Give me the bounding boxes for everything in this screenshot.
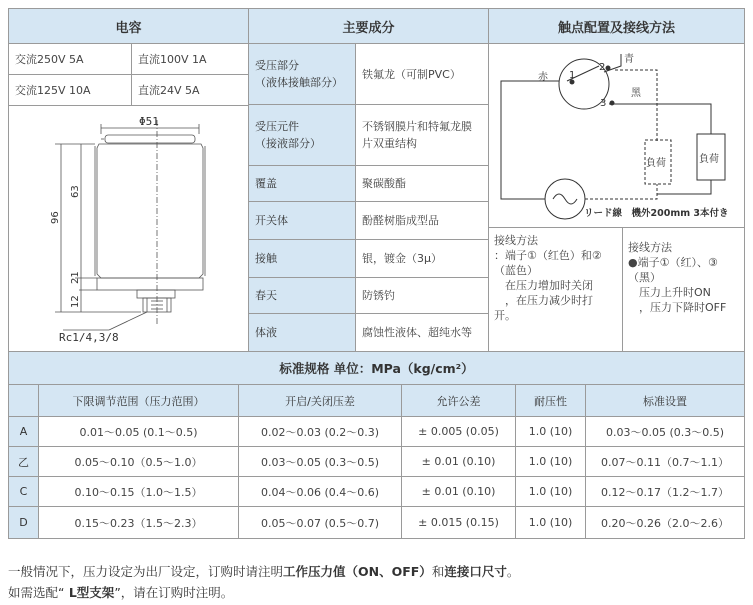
- spec-cell: 0.10～0.15（1.0～1.5）: [38, 476, 239, 507]
- component-label: 春天: [248, 277, 356, 314]
- spec-title: 标准规格 单位：MPa（kg/cm²）: [8, 351, 745, 385]
- spec-cell: ± 0.005 (0.05): [401, 416, 516, 447]
- height-21-label: 21: [70, 271, 81, 284]
- dimension-drawing-panel: [8, 105, 249, 352]
- spec-cell: 1.0 (10): [515, 506, 586, 539]
- spec-column-header: 下限调节范围（压力范围）: [38, 384, 239, 417]
- component-value: 防锈钓: [355, 277, 489, 314]
- spec-cell: 0.04～0.06 (0.4～0.6): [238, 476, 402, 507]
- wiring-note-right: 接线方法 ●端子①（红）、③ （黑） 压力上升时ON ，压力下降时OFF: [622, 227, 745, 352]
- spec-cell: 1.0 (10): [515, 446, 586, 477]
- component-value: 酚醛树脂成型品: [355, 201, 489, 240]
- capacitance-cell: 直流100V 1A: [131, 43, 249, 75]
- component-value: 铁氟龙（可制PVC）: [355, 43, 489, 105]
- height-12-label: 12: [70, 295, 81, 308]
- terminal-2-label: 2: [599, 62, 606, 73]
- spec-cell: 0.20～0.26（2.0～2.6）: [585, 506, 745, 539]
- dimension-drawing: [9, 106, 248, 351]
- height-63-label: 63: [70, 185, 81, 198]
- spec-cell: ± 0.01 (0.10): [401, 476, 516, 507]
- spec-column-header: 标准设置: [585, 384, 745, 417]
- red-wire-label: 赤: [538, 72, 548, 83]
- component-value: 银，镀金（3μ）: [355, 239, 489, 278]
- spec-row-label: 乙: [8, 446, 39, 477]
- terminal-1-label: 1: [569, 70, 576, 81]
- load-2-label: 負荷: [699, 154, 719, 165]
- spec-cell: 0.02～0.03 (0.2～0.3): [238, 416, 402, 447]
- blue-wire-label: 青: [624, 54, 634, 65]
- terminal-3-label: 3: [600, 98, 607, 109]
- lead-wire-label: リード線 機外200mm 3本付き: [584, 208, 729, 219]
- wiring-header: 触点配置及接线方法: [488, 8, 745, 44]
- spec-cell: 0.15～0.23（1.5～2.3）: [38, 506, 239, 539]
- spec-column-header: 允许公差: [401, 384, 516, 417]
- component-label: 开关体: [248, 201, 356, 240]
- spec-cell: 0.05～0.10（0.5～1.0）: [38, 446, 239, 477]
- spec-cell: 0.05～0.07 (0.5～0.7): [238, 506, 402, 539]
- spec-row-label: A: [8, 416, 39, 447]
- capacitance-cell: 交流250V 5A: [8, 43, 132, 75]
- spec-column-header: 开启/关闭压差: [238, 384, 402, 417]
- component-value: 不锈钢膜片和特氟龙膜 片双重结构: [355, 104, 489, 166]
- component-label: 接触: [248, 239, 356, 278]
- component-value: 腐蚀性液体、超纯水等: [355, 313, 489, 352]
- spec-column-header: 耐压性: [515, 384, 586, 417]
- footer-note-1: 一般情况下，压力设定为出厂设定，订购时请注明工作压力值（ON、OFF）和连接口尺寸。: [8, 564, 520, 579]
- wiring-diagram: [489, 44, 744, 227]
- height-96-label: 96: [50, 211, 61, 224]
- footer-note-2: 如需选配“ L型支架”，请在订购时注明。: [8, 585, 234, 600]
- spec-cell: 1.0 (10): [515, 416, 586, 447]
- thread-label: Rc1/4,3/8: [59, 331, 119, 344]
- spec-cell: 0.01～0.05 (0.1～0.5): [38, 416, 239, 447]
- spec-corner: [8, 384, 39, 417]
- component-value: 聚碳酸酯: [355, 165, 489, 202]
- component-label: 覆盖: [248, 165, 356, 202]
- component-label: 体液: [248, 313, 356, 352]
- black-wire-label: 黑: [631, 88, 641, 99]
- capacitance-header: 电容: [8, 8, 249, 44]
- diameter-label: Φ51: [139, 115, 159, 128]
- capacitance-cell: 交流125V 10A: [8, 74, 132, 106]
- spec-cell: 0.07～0.11（0.7～1.1）: [585, 446, 745, 477]
- component-label: 受压部分 （液体接触部分）: [248, 43, 356, 105]
- spec-cell: 0.12～0.17（1.2～1.7）: [585, 476, 745, 507]
- spec-cell: ± 0.015 (0.15): [401, 506, 516, 539]
- spec-row-label: D: [8, 506, 39, 539]
- spec-cell: 1.0 (10): [515, 476, 586, 507]
- component-label: 受压元件 （接液部分）: [248, 104, 356, 166]
- wiring-diagram-panel: [488, 43, 745, 228]
- capacitance-cell: 直流24V 5A: [131, 74, 249, 106]
- spec-cell: 0.03～0.05 (0.3～0.5): [238, 446, 402, 477]
- components-header: 主要成分: [248, 8, 489, 44]
- load-1-label: 負荷: [646, 158, 666, 169]
- spec-row-label: C: [8, 476, 39, 507]
- wiring-note-left: 接线方法 ：端子①（红色）和② （蓝色） 在压力增加时关闭 ，在压力减少时打 开。: [488, 227, 623, 352]
- spec-cell: 0.03～0.05 (0.3～0.5): [585, 416, 745, 447]
- spec-cell: ± 0.01 (0.10): [401, 446, 516, 477]
